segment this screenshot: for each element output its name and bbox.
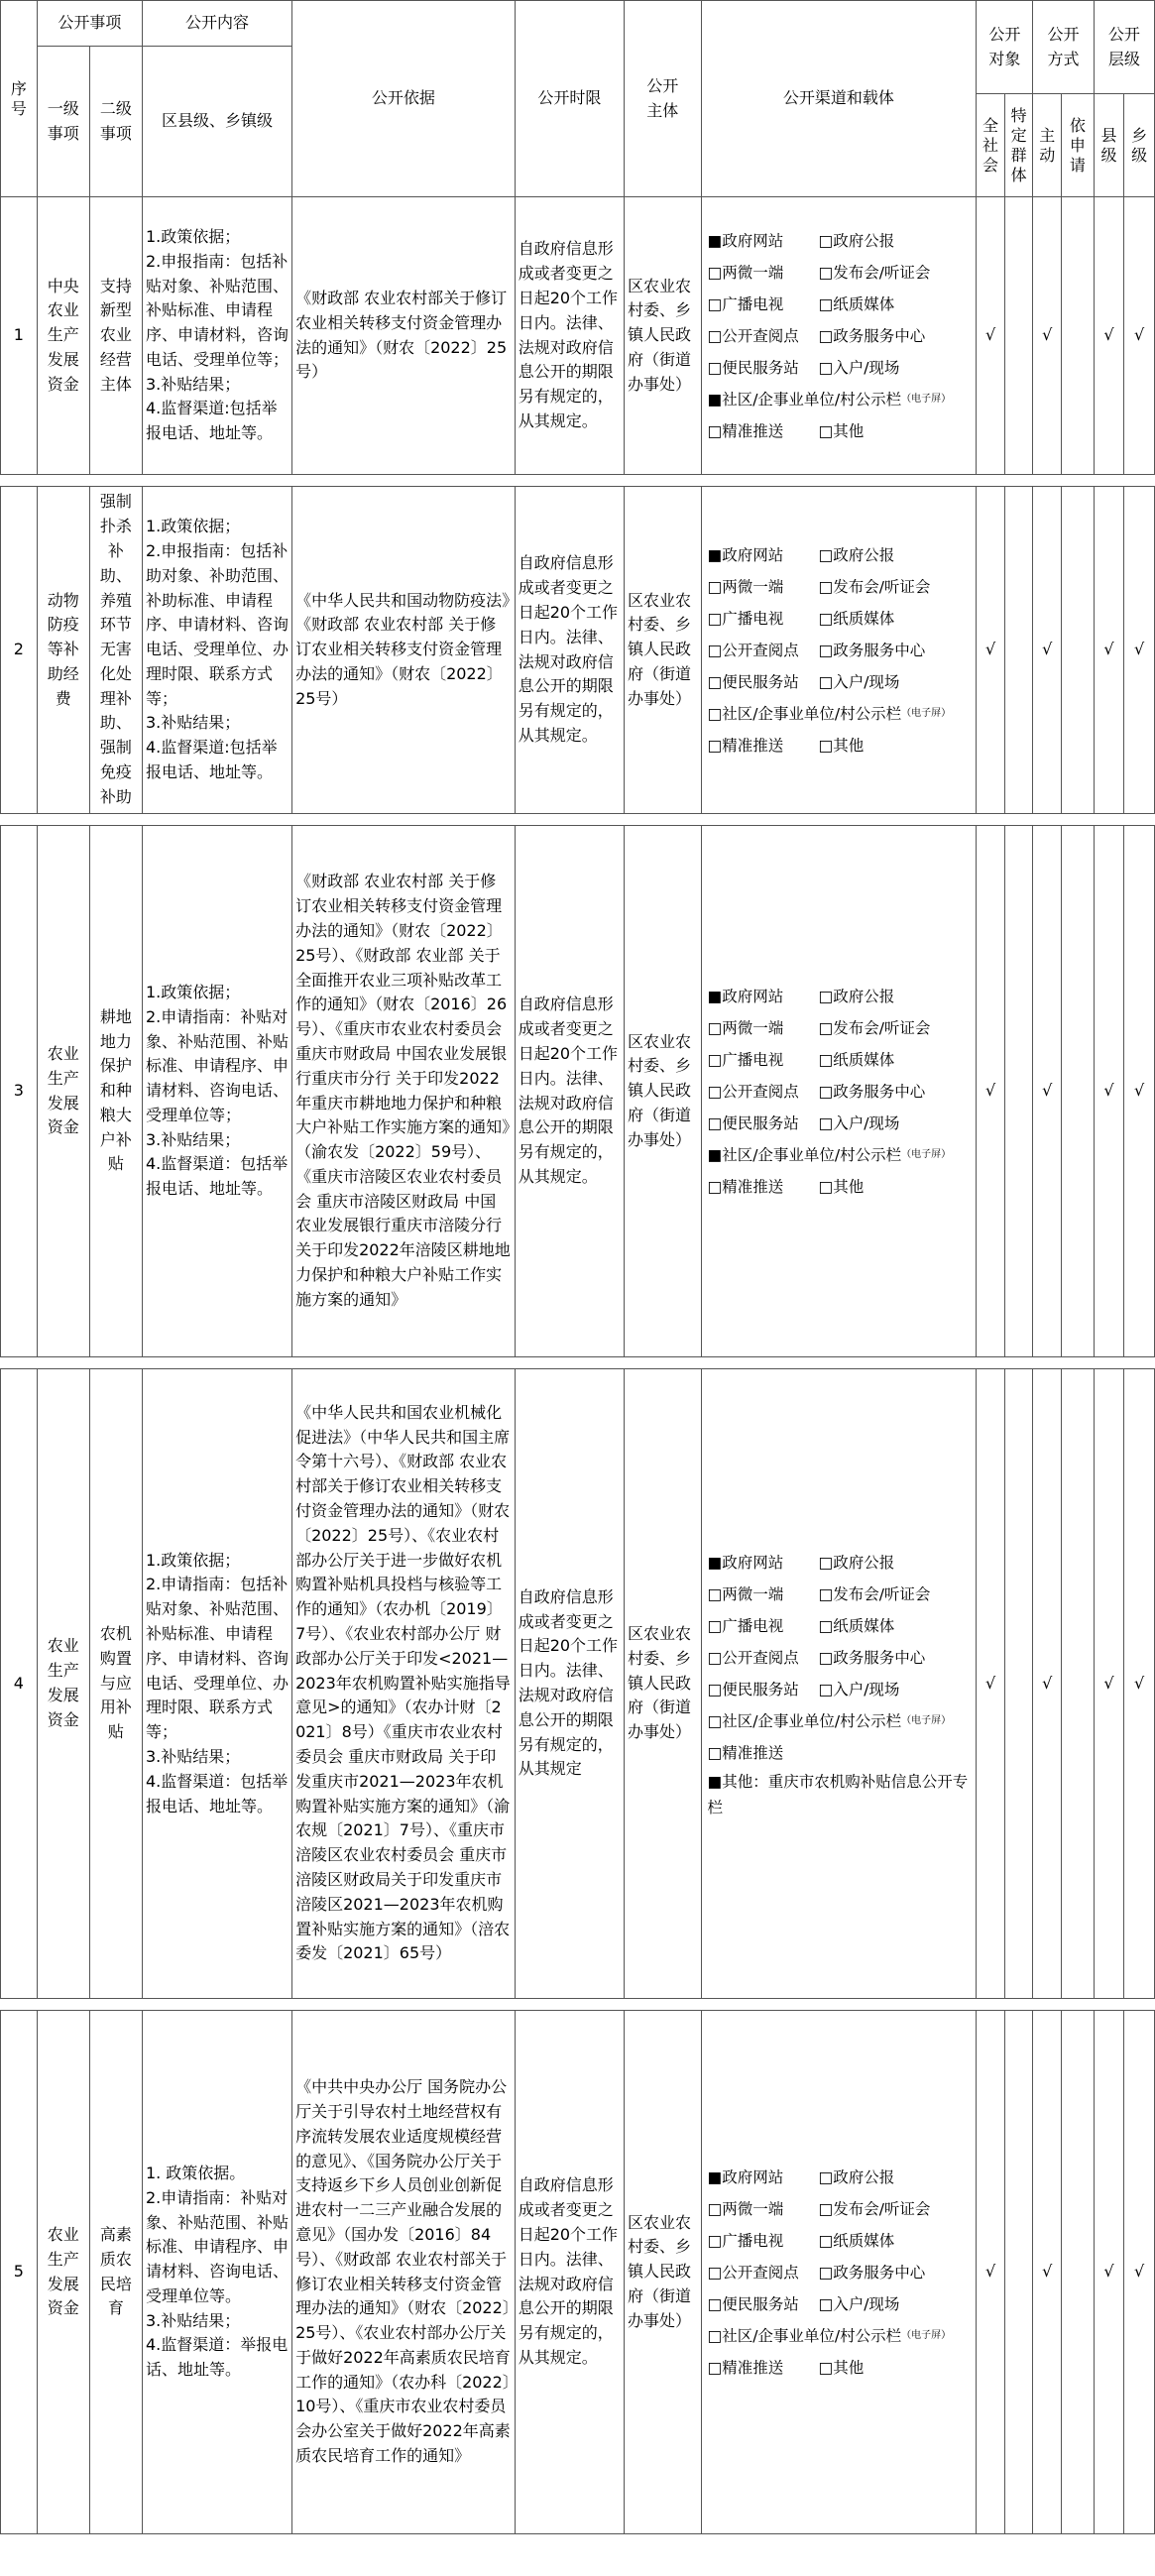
- row-subject: 区农业农村委、乡镇人民政府（街道办事处）: [624, 2011, 701, 2534]
- header-time-limit: 公开时限: [515, 1, 624, 197]
- channel-checkbox: □纸质媒体: [818, 1050, 895, 1069]
- row-channels: [701, 1369, 977, 1999]
- channel-row: [708, 1139, 974, 1171]
- mark-target-specific: [1004, 1369, 1033, 1999]
- mark-target-specific: [1004, 826, 1033, 1357]
- table-row: [1, 1369, 1155, 1999]
- channel-checkbox: □便民服务站: [707, 1681, 799, 1698]
- channel-board-note: （电子屏）: [901, 1715, 952, 1726]
- channel-checkbox: ■政府网站: [707, 1554, 784, 1572]
- channel-row: [708, 2162, 974, 2193]
- channel-checkbox: ■政府网站: [707, 987, 784, 1005]
- mark-method-request: [1062, 826, 1095, 1357]
- channel-checkbox: □发布会/听证会: [818, 1585, 931, 1603]
- row-level1: 农业生产发展资金: [37, 826, 89, 1357]
- channel-row: [708, 225, 974, 257]
- content-line: 3.补贴结果；: [145, 1746, 241, 1766]
- mark-level-town: √: [1124, 826, 1155, 1357]
- channel-checkbox: □公开查阅点: [707, 641, 799, 659]
- channel-row: [708, 635, 974, 666]
- channel-checkbox: □便民服务站: [707, 1113, 799, 1132]
- channel-checkbox: □两微一端: [707, 1585, 784, 1603]
- channel-checkbox: □便民服务站: [707, 672, 799, 691]
- mark-level-town: √: [1124, 1369, 1155, 1999]
- content-line: 2.申请指南：包括补贴对象、补贴范围、补贴标准、申请程序、申请材料、咨询电话、受理单位、办理时限、联系方式等；: [145, 1575, 289, 1742]
- channel-checkbox: □发布会/听证会: [818, 1018, 931, 1037]
- channel-checkbox: □政务服务中心: [818, 326, 926, 345]
- mark-level-county: √: [1094, 826, 1124, 1357]
- row-subject: 区农业农村委、乡镇人民政府（街道办事处）: [624, 1369, 701, 1999]
- header-seq: 序号: [1, 1, 38, 197]
- channel-checkbox-board: □社区/企事业单位/村公示栏: [707, 704, 902, 723]
- channel-checkbox: □入户/现场: [818, 358, 900, 377]
- channel-checkbox: □政务服务中心: [818, 1082, 926, 1101]
- content-line: 4.监督渠道:包括举报电话、地址等。: [145, 399, 278, 443]
- channel-checkbox: □精准推送: [707, 2358, 784, 2377]
- channel-board-note: （电子屏）: [901, 707, 952, 719]
- row-seq: 2: [1, 487, 38, 814]
- channel-checkbox: □广播电视: [707, 609, 784, 628]
- row-time-limit: 自政府信息形成或者变更之日起20个工作日内。法律、法规对政府信息公开的期限另有规定的，从其规定。: [515, 197, 624, 475]
- channel-row: [708, 320, 974, 352]
- mark-method-request: [1062, 197, 1095, 475]
- mark-method-active: √: [1033, 826, 1062, 1357]
- channel-row: [708, 2320, 974, 2352]
- row-time-limit: 自政府信息形成或者变更之日起20个工作日内。法律、法规对政府信息公开的期限另有规定的，从其规定。: [515, 2011, 624, 2534]
- channel-checkbox: □纸质媒体: [818, 609, 895, 628]
- channel-checkbox: □政务服务中心: [818, 2263, 926, 2282]
- mark-target-specific: [1004, 197, 1033, 475]
- header-level1: 一级事项: [37, 47, 89, 197]
- channel-checkbox-board: □社区/企事业单位/村公示栏: [707, 2326, 902, 2345]
- channel-checkbox: □两微一端: [707, 2199, 784, 2218]
- mark-method-active: √: [1033, 197, 1062, 475]
- mark-method-request: [1062, 2011, 1095, 2534]
- channel-board-note: （电子屏）: [901, 393, 952, 405]
- content-line: 1.政策依据；: [145, 517, 241, 536]
- header-content: 公开内容: [142, 1, 291, 47]
- header-target-specific: 特定群体: [1004, 94, 1033, 197]
- row-seq: 3: [1, 826, 38, 1357]
- channel-checkbox: □便民服务站: [707, 358, 799, 377]
- channel-checkbox: □政府公报: [818, 545, 895, 564]
- row-content: [142, 826, 291, 1357]
- row-gap: [1, 1357, 1155, 1369]
- channel-row: [708, 1674, 974, 1705]
- mark-method-active: √: [1033, 487, 1062, 814]
- channel-row: [708, 415, 974, 447]
- row-basis: 《中共中央办公厅 国务院办公厅关于引导农村土地经营权有序流转发展农业适度规模经营的意见》、《国务院办公厅关于支持返乡下乡人员创业创新促进农村一二三产业融合发展的意见》（国办发〔2016〕84号）、《财政部 农业农村部关于修订农业相关转移支付资金管理办法的通知》（财农〔2022〕25号）、《农业农村部办公厅关于做好2022年高素质农民培育工作的通知》（农办科〔2022〕10号）、《重庆市农业农村委员会办公室关于做好2022年高素质农民培育工作的通知》: [292, 2011, 516, 2534]
- header-level-county: 县级: [1094, 94, 1124, 197]
- content-line: 4.监督渠道：举报电话、地址等。: [145, 2335, 289, 2380]
- row-basis: 《中华人民共和国农业机械化促进法》（中华人民共和国主席令第十六号）、《财政部 农业农村部关于修订农业相关转移支付资金管理办法的通知》（财农〔2022〕25号）、《农业农村部办公厅关于进一步做好农机购置补贴机具投档与核验等工作的通知》（农办机〔2019〕7号）、《农业农村部办公厅 财政部办公厅关于印发<2021—2023年农机购置补贴实施指导意见>的通知》（农办计财〔2021〕8号）《重庆市农业农村委员会 重庆市财政局 关于印发重庆市2021—2023年农机购置补贴实施方案的通知》（渝农规〔2021〕7号）、《重庆市涪陵区农业农村委员会 重庆市涪陵区财政局关于印发重庆市涪陵区2021—2023年农机购置补贴实施方案的通知》（涪农委发〔2021〕65号）: [292, 1369, 516, 1999]
- header-subject: 公开主体: [624, 1, 701, 197]
- channel-checkbox: ■政府网站: [707, 2167, 784, 2186]
- row-subject: 区农业农村委、乡镇人民政府（街道办事处）: [624, 826, 701, 1357]
- row-gap: [1, 814, 1155, 826]
- channel-checkbox: □政府公报: [818, 987, 895, 1005]
- row-subject: 区农业农村委、乡镇人民政府（街道办事处）: [624, 197, 701, 475]
- channel-checkbox: □政府公报: [818, 231, 895, 250]
- channel-row: [708, 1547, 974, 1579]
- table-row: [1, 2011, 1155, 2534]
- channel-row: [708, 571, 974, 603]
- channel-checkbox: □入户/现场: [818, 1113, 900, 1132]
- header-channels: 公开渠道和载体: [701, 1, 977, 197]
- channel-checkbox: □其他: [818, 2358, 865, 2377]
- row-content: [142, 2011, 291, 2534]
- channel-row: [708, 1705, 974, 1737]
- channel-checkbox: □广播电视: [707, 1050, 784, 1069]
- channel-checkbox: □政府公报: [818, 1554, 895, 1572]
- mark-level-county: √: [1094, 487, 1124, 814]
- channel-checkbox: □公开查阅点: [707, 1649, 799, 1667]
- channel-row: [708, 1737, 974, 1769]
- mark-target-all: √: [977, 826, 1005, 1357]
- content-line: 4.监督渠道:包括举报电话、地址等。: [145, 738, 278, 782]
- table-row: [1, 487, 1155, 814]
- channel-checkbox: □纸质媒体: [818, 294, 895, 313]
- content-line: 3.补贴结果；: [145, 2310, 241, 2330]
- channel-checkbox: □便民服务站: [707, 2294, 799, 2313]
- row-level1: 农业生产发展资金: [37, 1369, 89, 1999]
- row-level1: 农业生产发展资金: [37, 2011, 89, 2534]
- row-content: [142, 487, 291, 814]
- row-content: [142, 197, 291, 475]
- channel-row: [708, 2352, 974, 2384]
- row-subject: 区农业农村委、乡镇人民政府（街道办事处）: [624, 487, 701, 814]
- channel-checkbox-board: ■社区/企事业单位/村公示栏: [707, 1145, 902, 1164]
- row-level2: 支持新型农业经营主体: [89, 197, 142, 475]
- header-method-request: 依申请: [1062, 94, 1095, 197]
- mark-target-all: √: [977, 197, 1005, 475]
- channel-checkbox: □精准推送: [707, 1177, 784, 1196]
- row-level2: 耕地地力保护和种粮大户补贴: [89, 826, 142, 1357]
- mark-method-request: [1062, 1369, 1095, 1999]
- channel-checkbox: □政务服务中心: [818, 1649, 926, 1667]
- header-basis: 公开依据: [292, 1, 516, 197]
- channel-checkbox: □广播电视: [707, 1617, 784, 1635]
- content-line: 3.补贴结果；: [145, 1129, 241, 1149]
- channel-checkbox: □政务服务中心: [818, 641, 926, 659]
- row-level2: 高素质农民培育: [89, 2011, 142, 2534]
- channel-checkbox: □其他: [818, 1177, 865, 1196]
- row-channels: [701, 487, 977, 814]
- channel-row: [708, 1076, 974, 1108]
- mark-level-town: √: [1124, 2011, 1155, 2534]
- row-gap: [1, 475, 1155, 487]
- header-content-sub: 区县级、乡镇级: [142, 47, 291, 197]
- content-line: 4.监督渠道：包括举报电话、地址等。: [145, 1154, 289, 1199]
- row-level1: 动物防疫等补助经费: [37, 487, 89, 814]
- channel-row: [708, 603, 974, 635]
- channel-checkbox: □公开查阅点: [707, 326, 799, 345]
- channel-checkbox: □广播电视: [707, 294, 784, 313]
- mark-target-specific: [1004, 2011, 1033, 2534]
- mark-target-all: √: [977, 1369, 1005, 1999]
- channel-row: [708, 2193, 974, 2225]
- content-line: 1.政策依据；: [145, 1550, 241, 1570]
- row-basis: 《财政部 农业农村部关于修订农业相关转移支付资金管理办法的通知》（财农〔2022〕25号）: [292, 197, 516, 475]
- channel-checkbox: [819, 1737, 974, 1769]
- row-channels: [701, 2011, 977, 2534]
- row-gap: [1, 1999, 1155, 2011]
- channel-checkbox: □发布会/听证会: [818, 2199, 931, 2218]
- row-channels: [701, 197, 977, 475]
- channel-row: [708, 1610, 974, 1642]
- table-row: [1, 826, 1155, 1357]
- mark-method-active: √: [1033, 1369, 1062, 1999]
- content-line: 2.申请指南：补贴对象、补贴范围、补贴标准、申请程序、申请材料、咨询电话、受理单位等；: [145, 1006, 289, 1124]
- mark-target-all: √: [977, 2011, 1005, 2534]
- mark-method-active: √: [1033, 2011, 1062, 2534]
- channel-checkbox: □入户/现场: [818, 672, 900, 691]
- channel-row: [708, 1012, 974, 1044]
- channel-checkbox: □政府公报: [818, 2167, 895, 2186]
- content-line: 1. 政策依据。: [145, 2163, 246, 2182]
- mark-target-all: √: [977, 487, 1005, 814]
- content-line: 4.监督渠道：包括举报电话、地址等。: [145, 1771, 289, 1815]
- row-seq: 5: [1, 2011, 38, 2534]
- channel-checkbox: □两微一端: [707, 577, 784, 596]
- channel-row: [708, 1108, 974, 1139]
- content-line: 2.申报指南：包括补贴对象、补贴范围、补贴标准、申请程序、申请材料，咨询电话、受理单位等；: [145, 251, 289, 369]
- row-channels: [701, 826, 977, 1357]
- channel-row: [708, 384, 974, 415]
- header-level-town: 乡级: [1124, 94, 1155, 197]
- channel-checkbox-board: ■社区/企事业单位/村公示栏: [707, 390, 902, 409]
- channel-row: [708, 698, 974, 730]
- row-seq: 1: [1, 197, 38, 475]
- channel-checkbox: □两微一端: [707, 1018, 784, 1037]
- channel-checkbox: □发布会/听证会: [818, 263, 931, 282]
- row-time-limit: 自政府信息形成或者变更之日起20个工作日内。法律、法规对政府信息公开的期限另有规定的，从其规定: [515, 1369, 624, 1999]
- channel-other: ■其他：重庆市农机购补贴信息公开专栏: [707, 1773, 969, 1816]
- content-line: 3.补贴结果；: [145, 713, 241, 733]
- channel-row: [708, 981, 974, 1012]
- header-method-active: 主动: [1033, 94, 1062, 197]
- mark-level-county: √: [1094, 2011, 1124, 2534]
- channel-checkbox: □公开查阅点: [707, 1082, 799, 1101]
- channel-checkbox: □入户/现场: [818, 2294, 900, 2313]
- channel-checkbox: □广播电视: [707, 2231, 784, 2250]
- content-line: 2.申报指南：包括补助对象、补助范围、补助标准、申请程序、申请材料、咨询电话、受理单位、办理时限、联系方式等；: [145, 540, 289, 708]
- header-target-all: 全社会: [977, 94, 1005, 197]
- channel-checkbox: ■政府网站: [707, 231, 784, 250]
- channel-row: [708, 257, 974, 289]
- header-method: 公开方式: [1033, 1, 1094, 94]
- row-basis: 《中华人民共和国动物防疫法》《财政部 农业农村部 关于修订农业相关转移支付资金管理办法的通知》（财农〔2022〕25号）: [292, 487, 516, 814]
- channel-row: [708, 289, 974, 320]
- channel-checkbox: □发布会/听证会: [818, 577, 931, 596]
- mark-level-town: √: [1124, 197, 1155, 475]
- mark-level-county: √: [1094, 1369, 1124, 1999]
- channel-checkbox: □精准推送: [707, 1744, 784, 1762]
- header-target: 公开对象: [977, 1, 1033, 94]
- channel-checkbox: □精准推送: [707, 421, 784, 440]
- channel-row: [708, 2225, 974, 2257]
- channel-row: [708, 1044, 974, 1076]
- channel-board-note: （电子屏）: [901, 2329, 952, 2341]
- row-level2: 农机购置与应用补贴: [89, 1369, 142, 1999]
- channel-row: [708, 1171, 974, 1203]
- header-level2: 二级事项: [89, 47, 142, 197]
- channel-checkbox: □精准推送: [707, 736, 784, 755]
- channel-row: [708, 539, 974, 571]
- mark-level-town: √: [1124, 487, 1155, 814]
- channel-checkbox: □入户/现场: [818, 1681, 900, 1698]
- channel-checkbox: □其他: [818, 421, 865, 440]
- channel-row: [708, 666, 974, 698]
- channel-checkbox: □公开查阅点: [707, 2263, 799, 2282]
- channel-board-note: （电子屏）: [901, 1148, 952, 1160]
- row-seq: 4: [1, 1369, 38, 1999]
- channel-checkbox: □其他: [818, 736, 865, 755]
- header-level: 公开层级: [1094, 1, 1154, 94]
- channel-row: [708, 352, 974, 384]
- content-line: 3.补贴结果；: [145, 374, 241, 394]
- channel-checkbox-board: □社区/企事业单位/村公示栏: [707, 1712, 902, 1730]
- row-level1: 中央农业生产发展资金: [37, 197, 89, 475]
- row-basis: 《财政部 农业农村部 关于修订农业相关转移支付资金管理办法的通知》（财农〔2022〕25号）、《财政部 农业部 关于全面推开农业三项补贴改革工作的通知》（财农〔2016〕26号）、《重庆市农业农村委员会 重庆市财政局 中国农业发展银行重庆市分行 关于印发2022年重庆市耕地地力保护和种粮大户补贴工作实施方案的通知》（渝农发〔2022〕59号）、《重庆市涪陵区农业农村委员会 重庆市涪陵区财政局 中国农业发展银行重庆市涪陵分行关于印发2022年涪陵区耕地地力保护和种粮大户补贴工作实施方案的通知》: [292, 826, 516, 1357]
- channel-checkbox: □纸质媒体: [818, 2231, 895, 2250]
- row-time-limit: 自政府信息形成或者变更之日起20个工作日内。法律、法规对政府信息公开的期限另有规定的，从其规定。: [515, 487, 624, 814]
- content-line: 1.政策依据；: [145, 226, 241, 246]
- content-line: 1.政策依据；: [145, 982, 241, 1001]
- content-line: 2.申请指南：补贴对象、补贴范围、补贴标准、申请程序、申请材料、咨询电话、受理单位等。: [145, 2187, 289, 2305]
- channel-checkbox: □纸质媒体: [818, 1617, 895, 1635]
- row-content: [142, 1369, 291, 1999]
- channel-checkbox: ■政府网站: [707, 545, 784, 564]
- table-row: [1, 197, 1155, 475]
- mark-method-request: [1062, 487, 1095, 814]
- header-matters: 公开事项: [37, 1, 142, 47]
- channel-row: [708, 730, 974, 761]
- channel-row: [708, 1579, 974, 1610]
- channel-row: [708, 2257, 974, 2288]
- mark-target-specific: [1004, 487, 1033, 814]
- row-level2: 强制扑杀补助、养殖环节无害化处理补助、强制免疫补助: [89, 487, 142, 814]
- row-time-limit: 自政府信息形成或者变更之日起20个工作日内。法律、法规对政府信息公开的期限另有规定的，从其规定。: [515, 826, 624, 1357]
- channel-row: [708, 1642, 974, 1674]
- channel-checkbox: □两微一端: [707, 263, 784, 282]
- mark-level-county: √: [1094, 197, 1124, 475]
- channel-row: [708, 2288, 974, 2320]
